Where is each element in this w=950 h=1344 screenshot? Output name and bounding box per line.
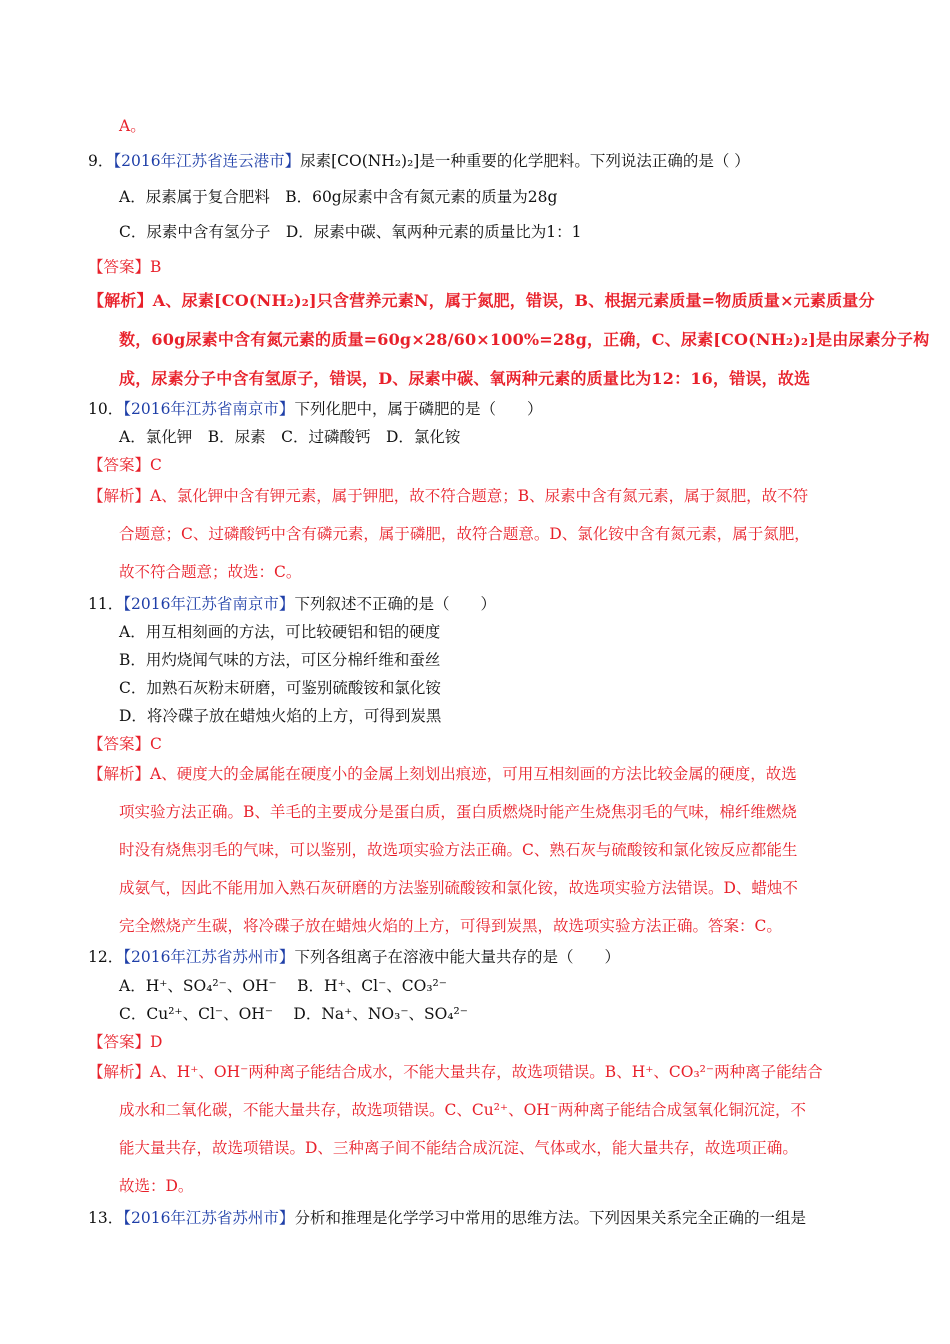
q12-explanation-line-3: 能大量共存，故选项错误。D、三种离子间不能结合成沉淀、气体或水，能大量共存，故选项正确。 [119, 1139, 798, 1157]
q10-answer: 【答案】C [88, 456, 162, 474]
q10-explanation-line-1: 【解析】A、氯化钾中含有钾元素，属于钾肥，故不符合题意；B、尿素中含有氮元素，属于氮肥，故不符 [88, 487, 809, 505]
q11-explanation-line-4: 成氨气，因此不能用加入熟石灰研磨的方法鉴别硫酸铵和氯化铵，故选项实验方法错误。D、蜡烛不 [119, 879, 798, 897]
question-stem: 尿素[CO(NH₂)₂]是一种重要的化学肥料。下列说法正确的是（ ） [300, 152, 750, 170]
question-source: 【2016年江苏省连云港市】 [113, 152, 301, 170]
q12-explanation-line-4: 故选：D。 [119, 1177, 194, 1195]
question-stem: 下列叙述不正确的是（ ） [294, 595, 496, 613]
q12-explanation-line-2: 成水和二氧化碳，不能大量共存，故选项错误。C、Cu²⁺、OH⁻两种离子能结合成氢氧化铜沉淀，不 [119, 1101, 807, 1119]
q8-answer-tail: A。 [119, 117, 146, 135]
q11-explanation-line-1: 【解析】A、硬度大的金属能在硬度小的金属上刻划出痕迹，可用互相刻画的方法比较金属的硬度，故选 [88, 765, 797, 783]
question-11 [88, 593, 496, 615]
question-source: 【2016年江苏省南京市】 [123, 595, 295, 613]
q11-option-b: B．用灼烧闻气味的方法，可区分棉纤维和蚕丝 [119, 651, 441, 669]
question-12 [88, 946, 620, 968]
question-source: 【2016年江苏省南京市】 [123, 400, 295, 418]
question-number: 10． [88, 400, 124, 418]
question-source: 【2016年江苏省苏州市】 [123, 1209, 295, 1227]
q11-explanation-line-5: 完全燃烧产生碳，将冷碟子放在蜡烛火焰的上方，可得到炭黑，故选项实验方法正确。答案：C。 [119, 917, 782, 935]
question-stem: 下列化肥中，属于磷肥的是（ ） [294, 400, 543, 418]
q9-options-1: A．尿素属于复合肥料 B．60g尿素中含有氮元素的质量为28g [119, 188, 558, 206]
q12-options-1: A．H⁺、SO₄²⁻、OH⁻ B．H⁺、Cl⁻、CO₃²⁻ [119, 977, 447, 995]
question-10 [88, 398, 542, 420]
q11-option-a: A．用互相刻画的方法，可比较硬铝和铝的硬度 [119, 623, 441, 641]
q11-explanation-line-3: 时没有烧焦羽毛的气味，可以鉴别，故选项实验方法正确。C、熟石灰与硫酸铵和氯化铵反应都能生 [119, 841, 798, 859]
question-stem: 分析和推理是化学学习中常用的思维方法。下列因果关系完全正确的一组是 [294, 1209, 806, 1227]
question-9 [88, 150, 750, 172]
q9-options-2: C．尿素中含有氢分子 D．尿素中碳、氧两种元素的质量比为1：1 [119, 223, 582, 241]
question-source: 【2016年江苏省苏州市】 [123, 948, 295, 966]
q11-explanation-line-2: 项实验方法正确。B、羊毛的主要成分是蛋白质，蛋白质燃烧时能产生烧焦羽毛的气味，棉纤维燃烧 [119, 803, 797, 821]
question-stem: 下列各组离子在溶液中能大量共存的是（ ） [294, 948, 620, 966]
question-number: 9． [88, 152, 114, 170]
q10-explanation-line-2: 合题意；C、过磷酸钙中含有磷元素，属于磷肥，故符合题意。D、氯化铵中含有氮元素，属于氮肥， [119, 525, 810, 543]
q12-options-2: C．Cu²⁺、Cl⁻、OH⁻ D．Na⁺、NO₃⁻、SO₄²⁻ [119, 1005, 468, 1023]
question-number: 11． [88, 595, 124, 613]
q9-explanation-line-1: 【解析】A、尿素[CO(NH₂)₂]只含营养元素N，属于氮肥，错误，B、根据元素质量=物质质量×元素质量分 [88, 291, 875, 310]
q9-explanation-line-3: 成，尿素分子中含有氢原子，错误，D、尿素中碳、氧两种元素的质量比为12：16，错误，故选 [119, 369, 811, 388]
question-13 [88, 1207, 806, 1229]
q10-options: A．氯化钾 B．尿素 C．过磷酸钙 D．氯化铵 [119, 428, 461, 446]
q9-answer: 【答案】B [88, 258, 162, 276]
question-number: 12． [88, 948, 124, 966]
q11-answer: 【答案】C [88, 735, 162, 753]
question-number: 13． [88, 1209, 124, 1227]
q12-answer: 【答案】D [88, 1033, 163, 1051]
q11-option-c: C．加熟石灰粉末研磨，可鉴别硫酸铵和氯化铵 [119, 679, 441, 697]
q9-explanation-line-2: 数，60g尿素中含有氮元素的质量=60g×28/60×100%=28g，正确，C、尿素[CO(NH₂)₂]是由尿素分子构 [119, 330, 930, 349]
q10-explanation-line-3: 故不符合题意；故选：C。 [119, 563, 302, 581]
q11-option-d: D．将冷碟子放在蜡烛火焰的上方，可得到炭黑 [119, 707, 442, 725]
q12-explanation-line-1: 【解析】A、H⁺、OH⁻两种离子能结合成水，不能大量共存，故选项错误。B、H⁺、CO₃²⁻两种离子能结合 [88, 1063, 823, 1081]
